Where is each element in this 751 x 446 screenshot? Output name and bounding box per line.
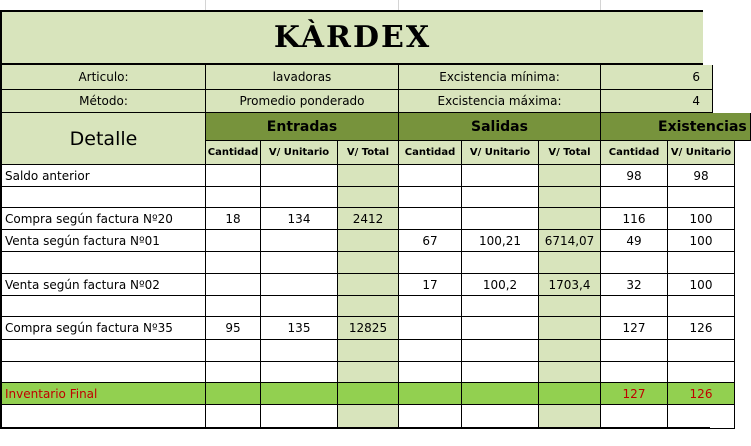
inventario-final-entradas-vtotal-cell[interactable]	[338, 383, 399, 405]
entradas-vunitario-cell[interactable]	[261, 296, 338, 317]
articulo-value[interactable]: lavadoras	[206, 65, 399, 90]
existencias-vunitario-header: V/ Unitario	[668, 141, 735, 165]
entradas-vtotal-cell[interactable]	[338, 252, 399, 274]
entradas-cantidad-cell[interactable]	[206, 296, 261, 317]
sheet-gridline	[398, 0, 399, 10]
detalle-header: Detalle	[0, 113, 206, 165]
salidas-cantidad-cell[interactable]: 17	[399, 274, 462, 296]
entradas-vunitario-cell[interactable]	[261, 362, 338, 383]
existencias-vunitario-cell[interactable]	[668, 340, 735, 362]
detalle-cell[interactable]: Venta según factura Nº02	[0, 274, 206, 296]
existencias-header: Existencias	[601, 113, 751, 141]
existencias-cantidad-cell[interactable]: 127	[601, 317, 668, 340]
existencias-cantidad-cell[interactable]	[601, 362, 668, 383]
existencias-vunitario-cell[interactable]: 126	[668, 317, 735, 340]
salidas-vunitario-cell[interactable]	[462, 252, 539, 274]
detalle-cell[interactable]: Compra según factura Nº35	[0, 317, 206, 340]
salidas-vunitario-cell[interactable]	[462, 405, 539, 429]
entradas-vtotal-cell[interactable]	[338, 230, 399, 252]
salidas-vtotal-cell[interactable]	[539, 296, 601, 317]
entradas-cantidad-cell[interactable]	[206, 252, 261, 274]
salidas-cantidad-cell[interactable]	[399, 405, 462, 429]
salidas-vtotal-cell[interactable]	[539, 317, 601, 340]
inventario-final-salidas-vtotal-cell[interactable]	[539, 383, 601, 405]
entradas-vtotal-cell[interactable]: 12825	[338, 317, 399, 340]
metodo-label: Método:	[0, 90, 206, 113]
entradas-vunitario-cell[interactable]	[261, 187, 338, 208]
inventario-final-entradas-vunitario-cell[interactable]	[261, 383, 338, 405]
entradas-vunitario-cell[interactable]	[261, 230, 338, 252]
salidas-vtotal-cell[interactable]	[539, 252, 601, 274]
sheet-gridline	[600, 0, 601, 10]
existencias-cantidad-cell[interactable]	[601, 405, 668, 429]
salidas-vtotal-cell[interactable]	[539, 165, 601, 187]
existencias-vunitario-cell[interactable]	[668, 252, 735, 274]
detalle-cell[interactable]	[0, 187, 206, 208]
exist-max-value[interactable]: 4	[601, 90, 713, 113]
entradas-vtotal-cell[interactable]	[338, 362, 399, 383]
kardex-title: KÀRDEX	[0, 10, 703, 65]
exist-max-label: Excistencia máxima:	[399, 90, 601, 113]
existencias-vunitario-cell[interactable]	[668, 362, 735, 383]
salidas-cantidad-header: Cantidad	[399, 141, 462, 165]
existencias-cantidad-cell[interactable]	[601, 340, 668, 362]
existencias-cantidad-cell[interactable]	[601, 187, 668, 208]
entradas-vtotal-cell[interactable]: 2412	[338, 208, 399, 230]
existencias-cantidad-header: Cantidad	[601, 141, 668, 165]
inventario-final-existencias-vunitario-cell[interactable]: 126	[668, 383, 735, 405]
exist-min-label: Excistencia mínima:	[399, 65, 601, 90]
entradas-vunitario-cell[interactable]: 135	[261, 317, 338, 340]
salidas-vtotal-cell[interactable]	[539, 340, 601, 362]
entradas-cantidad-cell[interactable]	[206, 230, 261, 252]
entradas-vtotal-cell[interactable]	[338, 405, 399, 429]
existencias-vunitario-cell[interactable]: 100	[668, 274, 735, 296]
salidas-vtotal-cell[interactable]	[539, 405, 601, 429]
entradas-vunitario-cell[interactable]	[261, 165, 338, 187]
salidas-vunitario-cell[interactable]: 100,2	[462, 274, 539, 296]
existencias-cantidad-cell[interactable]	[601, 252, 668, 274]
entradas-cantidad-cell[interactable]	[206, 274, 261, 296]
existencias-cantidad-cell[interactable]: 98	[601, 165, 668, 187]
detalle-cell[interactable]	[0, 296, 206, 317]
detalle-cell[interactable]: Compra según factura Nº20	[0, 208, 206, 230]
salidas-cantidad-cell[interactable]: 67	[399, 230, 462, 252]
salidas-cantidad-cell[interactable]	[399, 362, 462, 383]
detalle-cell[interactable]: Venta según factura Nº01	[0, 230, 206, 252]
inventario-final-entradas-cantidad-cell[interactable]	[206, 383, 261, 405]
metodo-value[interactable]: Promedio ponderado	[206, 90, 399, 113]
existencias-vunitario-cell[interactable]	[668, 405, 735, 429]
entradas-cantidad-cell[interactable]	[206, 405, 261, 429]
salidas-vtotal-cell[interactable]	[539, 208, 601, 230]
exist-min-value[interactable]: 6	[601, 65, 713, 90]
salidas-cantidad-cell[interactable]	[399, 252, 462, 274]
salidas-cantidad-cell[interactable]	[399, 165, 462, 187]
detalle-cell[interactable]	[0, 340, 206, 362]
existencias-cantidad-cell[interactable]	[601, 296, 668, 317]
salidas-vtotal-cell[interactable]: 1703,4	[539, 274, 601, 296]
entradas-header: Entradas	[206, 113, 399, 141]
entradas-vtotal-cell[interactable]	[338, 296, 399, 317]
existencias-vunitario-cell[interactable]: 100	[668, 208, 735, 230]
entradas-cantidad-cell[interactable]	[206, 165, 261, 187]
salidas-header: Salidas	[399, 113, 601, 141]
salidas-cantidad-cell[interactable]	[399, 208, 462, 230]
entradas-cantidad-cell[interactable]	[206, 187, 261, 208]
existencias-vunitario-cell[interactable]	[668, 296, 735, 317]
salidas-vunitario-cell[interactable]	[462, 340, 539, 362]
entradas-vunitario-header: V/ Unitario	[261, 141, 338, 165]
salidas-vunitario-cell[interactable]	[462, 296, 539, 317]
salidas-vtotal-cell[interactable]	[539, 187, 601, 208]
existencias-vunitario-cell[interactable]: 98	[668, 165, 735, 187]
salidas-cantidad-cell[interactable]	[399, 296, 462, 317]
detalle-cell[interactable]	[0, 252, 206, 274]
salidas-vunitario-cell[interactable]	[462, 187, 539, 208]
entradas-vunitario-cell[interactable]	[261, 274, 338, 296]
entradas-cantidad-header: Cantidad	[206, 141, 261, 165]
existencias-cantidad-cell[interactable]: 116	[601, 208, 668, 230]
entradas-vtotal-cell[interactable]	[338, 274, 399, 296]
entradas-vunitario-cell[interactable]	[261, 252, 338, 274]
detalle-cell[interactable]	[0, 405, 206, 429]
sheet-gridline	[205, 0, 206, 10]
salidas-cantidad-cell[interactable]	[399, 340, 462, 362]
entradas-cantidad-cell[interactable]	[206, 340, 261, 362]
entradas-vtotal-cell[interactable]	[338, 165, 399, 187]
salidas-cantidad-cell[interactable]	[399, 187, 462, 208]
salidas-vunitario-cell[interactable]	[462, 317, 539, 340]
entradas-vunitario-cell[interactable]	[261, 340, 338, 362]
existencias-vunitario-cell[interactable]: 100	[668, 230, 735, 252]
salidas-vtotal-cell[interactable]: 6714,07	[539, 230, 601, 252]
inventario-final-detalle-cell[interactable]: Inventario Final	[0, 383, 206, 405]
articulo-label: Articulo:	[0, 65, 206, 90]
existencias-cantidad-cell[interactable]: 32	[601, 274, 668, 296]
entradas-vunitario-cell[interactable]: 134	[261, 208, 338, 230]
entradas-vtotal-cell[interactable]	[338, 340, 399, 362]
entradas-cantidad-cell[interactable]: 18	[206, 208, 261, 230]
salidas-vunitario-cell[interactable]: 100,21	[462, 230, 539, 252]
salidas-vunitario-header: V/ Unitario	[462, 141, 539, 165]
salidas-vunitario-cell[interactable]	[462, 362, 539, 383]
detalle-cell[interactable]: Saldo anterior	[0, 165, 206, 187]
inventario-final-existencias-cantidad-cell[interactable]: 127	[601, 383, 668, 405]
entradas-vtotal-cell[interactable]	[338, 187, 399, 208]
salidas-vunitario-cell[interactable]	[462, 208, 539, 230]
entradas-cantidad-cell[interactable]: 95	[206, 317, 261, 340]
detalle-cell[interactable]	[0, 362, 206, 383]
entradas-vtotal-header: V/ Total	[338, 141, 399, 165]
inventario-final-salidas-cantidad-cell[interactable]	[399, 383, 462, 405]
inventario-final-salidas-vunitario-cell[interactable]	[462, 383, 539, 405]
existencias-cantidad-cell[interactable]: 49	[601, 230, 668, 252]
salidas-vtotal-header: V/ Total	[539, 141, 601, 165]
salidas-vunitario-cell[interactable]	[462, 165, 539, 187]
salidas-cantidad-cell[interactable]	[399, 317, 462, 340]
entradas-cantidad-cell[interactable]	[206, 362, 261, 383]
salidas-vtotal-cell[interactable]	[539, 362, 601, 383]
existencias-vunitario-cell[interactable]	[668, 187, 735, 208]
entradas-vunitario-cell[interactable]	[261, 405, 338, 429]
